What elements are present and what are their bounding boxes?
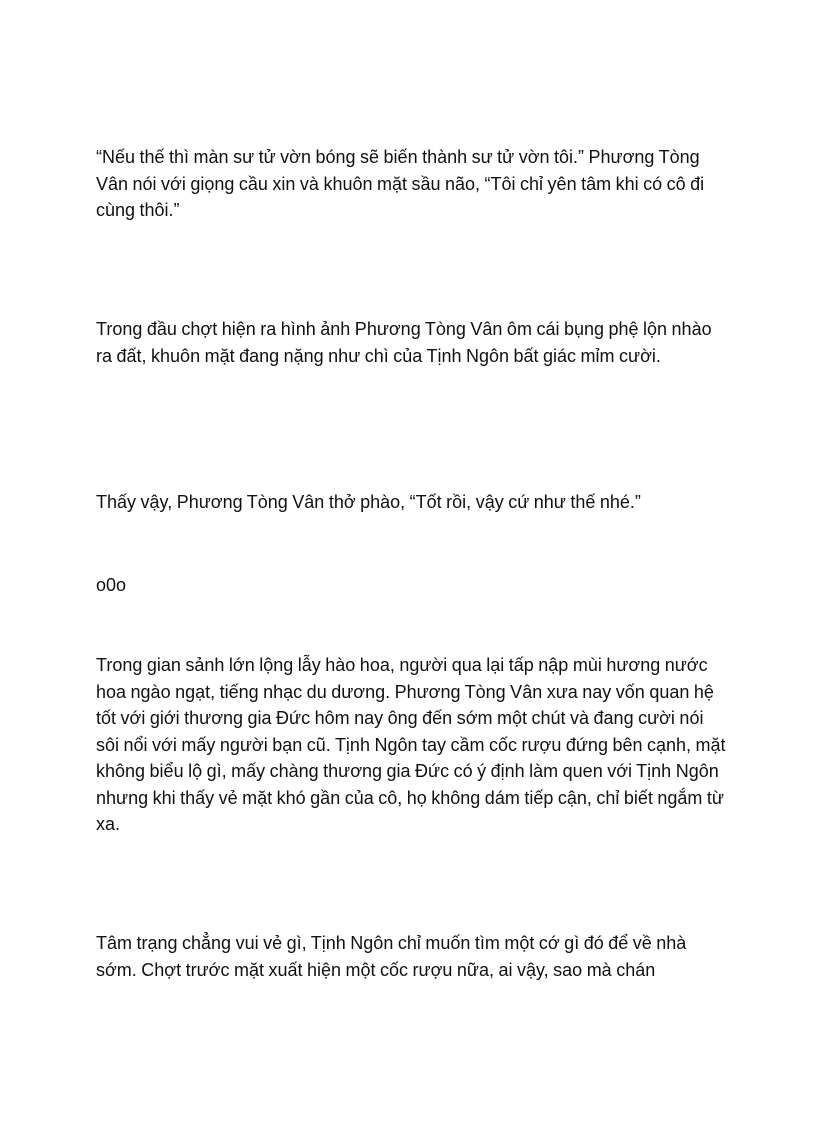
section-separator: o0o <box>96 575 127 595</box>
paragraph-mood: Tâm trạng chẳng vui vẻ gì, Tịnh Ngôn chỉ muốn tìm một cớ gì đó để về nhà sớm. Chợt trước mặt xuất hiện một cốc rượu nữa, ai vậy, sao mà chán <box>96 933 687 980</box>
paragraph-dialogue-plea: “Nếu thế thì màn sư tử vờn bóng sẽ biến thành sư tử vờn tôi.” Phương Tòng Vân nói với giọng cầu xin và khuôn mặt sầu não, “Tôi chỉ yên tâm khi có cô đi cùng thôi.” <box>96 147 705 220</box>
paragraph-relief: Thấy vậy, Phương Tòng Vân thở phào, “Tốt rồi, vậy cứ như thế nhé.” <box>96 492 641 512</box>
paragraph-imagination: Trong đầu chợt hiện ra hình ảnh Phương Tòng Vân ôm cái bụng phệ lộn nhào ra đất, khuôn mặt đang nặng như chì của Tịnh Ngôn bất giác mỉm cười. <box>96 319 712 366</box>
paragraph-banquet-hall: Trong gian sảnh lớn lộng lẫy hào hoa, người qua lại tấp nập mùi hương nước hoa ngào ngạt, tiếng nhạc du dương. Phương Tòng Vân xưa nay vốn quan hệ tốt với giới thương gia Đức hôm nay ông đến sớm một chút và đang cười nói sôi nổi với mấy người bạn cũ. Tịnh Ngôn tay cầm cốc rượu đứng bên cạnh, mặt không biểu lộ gì, mấy chàng thương gia Đức có ý định làm quen với Tịnh Ngôn nhưng khi thấy vẻ mặt khó gần của cô, họ không dám tiếp cận, chỉ biết ngắm từ xa. <box>96 655 726 834</box>
